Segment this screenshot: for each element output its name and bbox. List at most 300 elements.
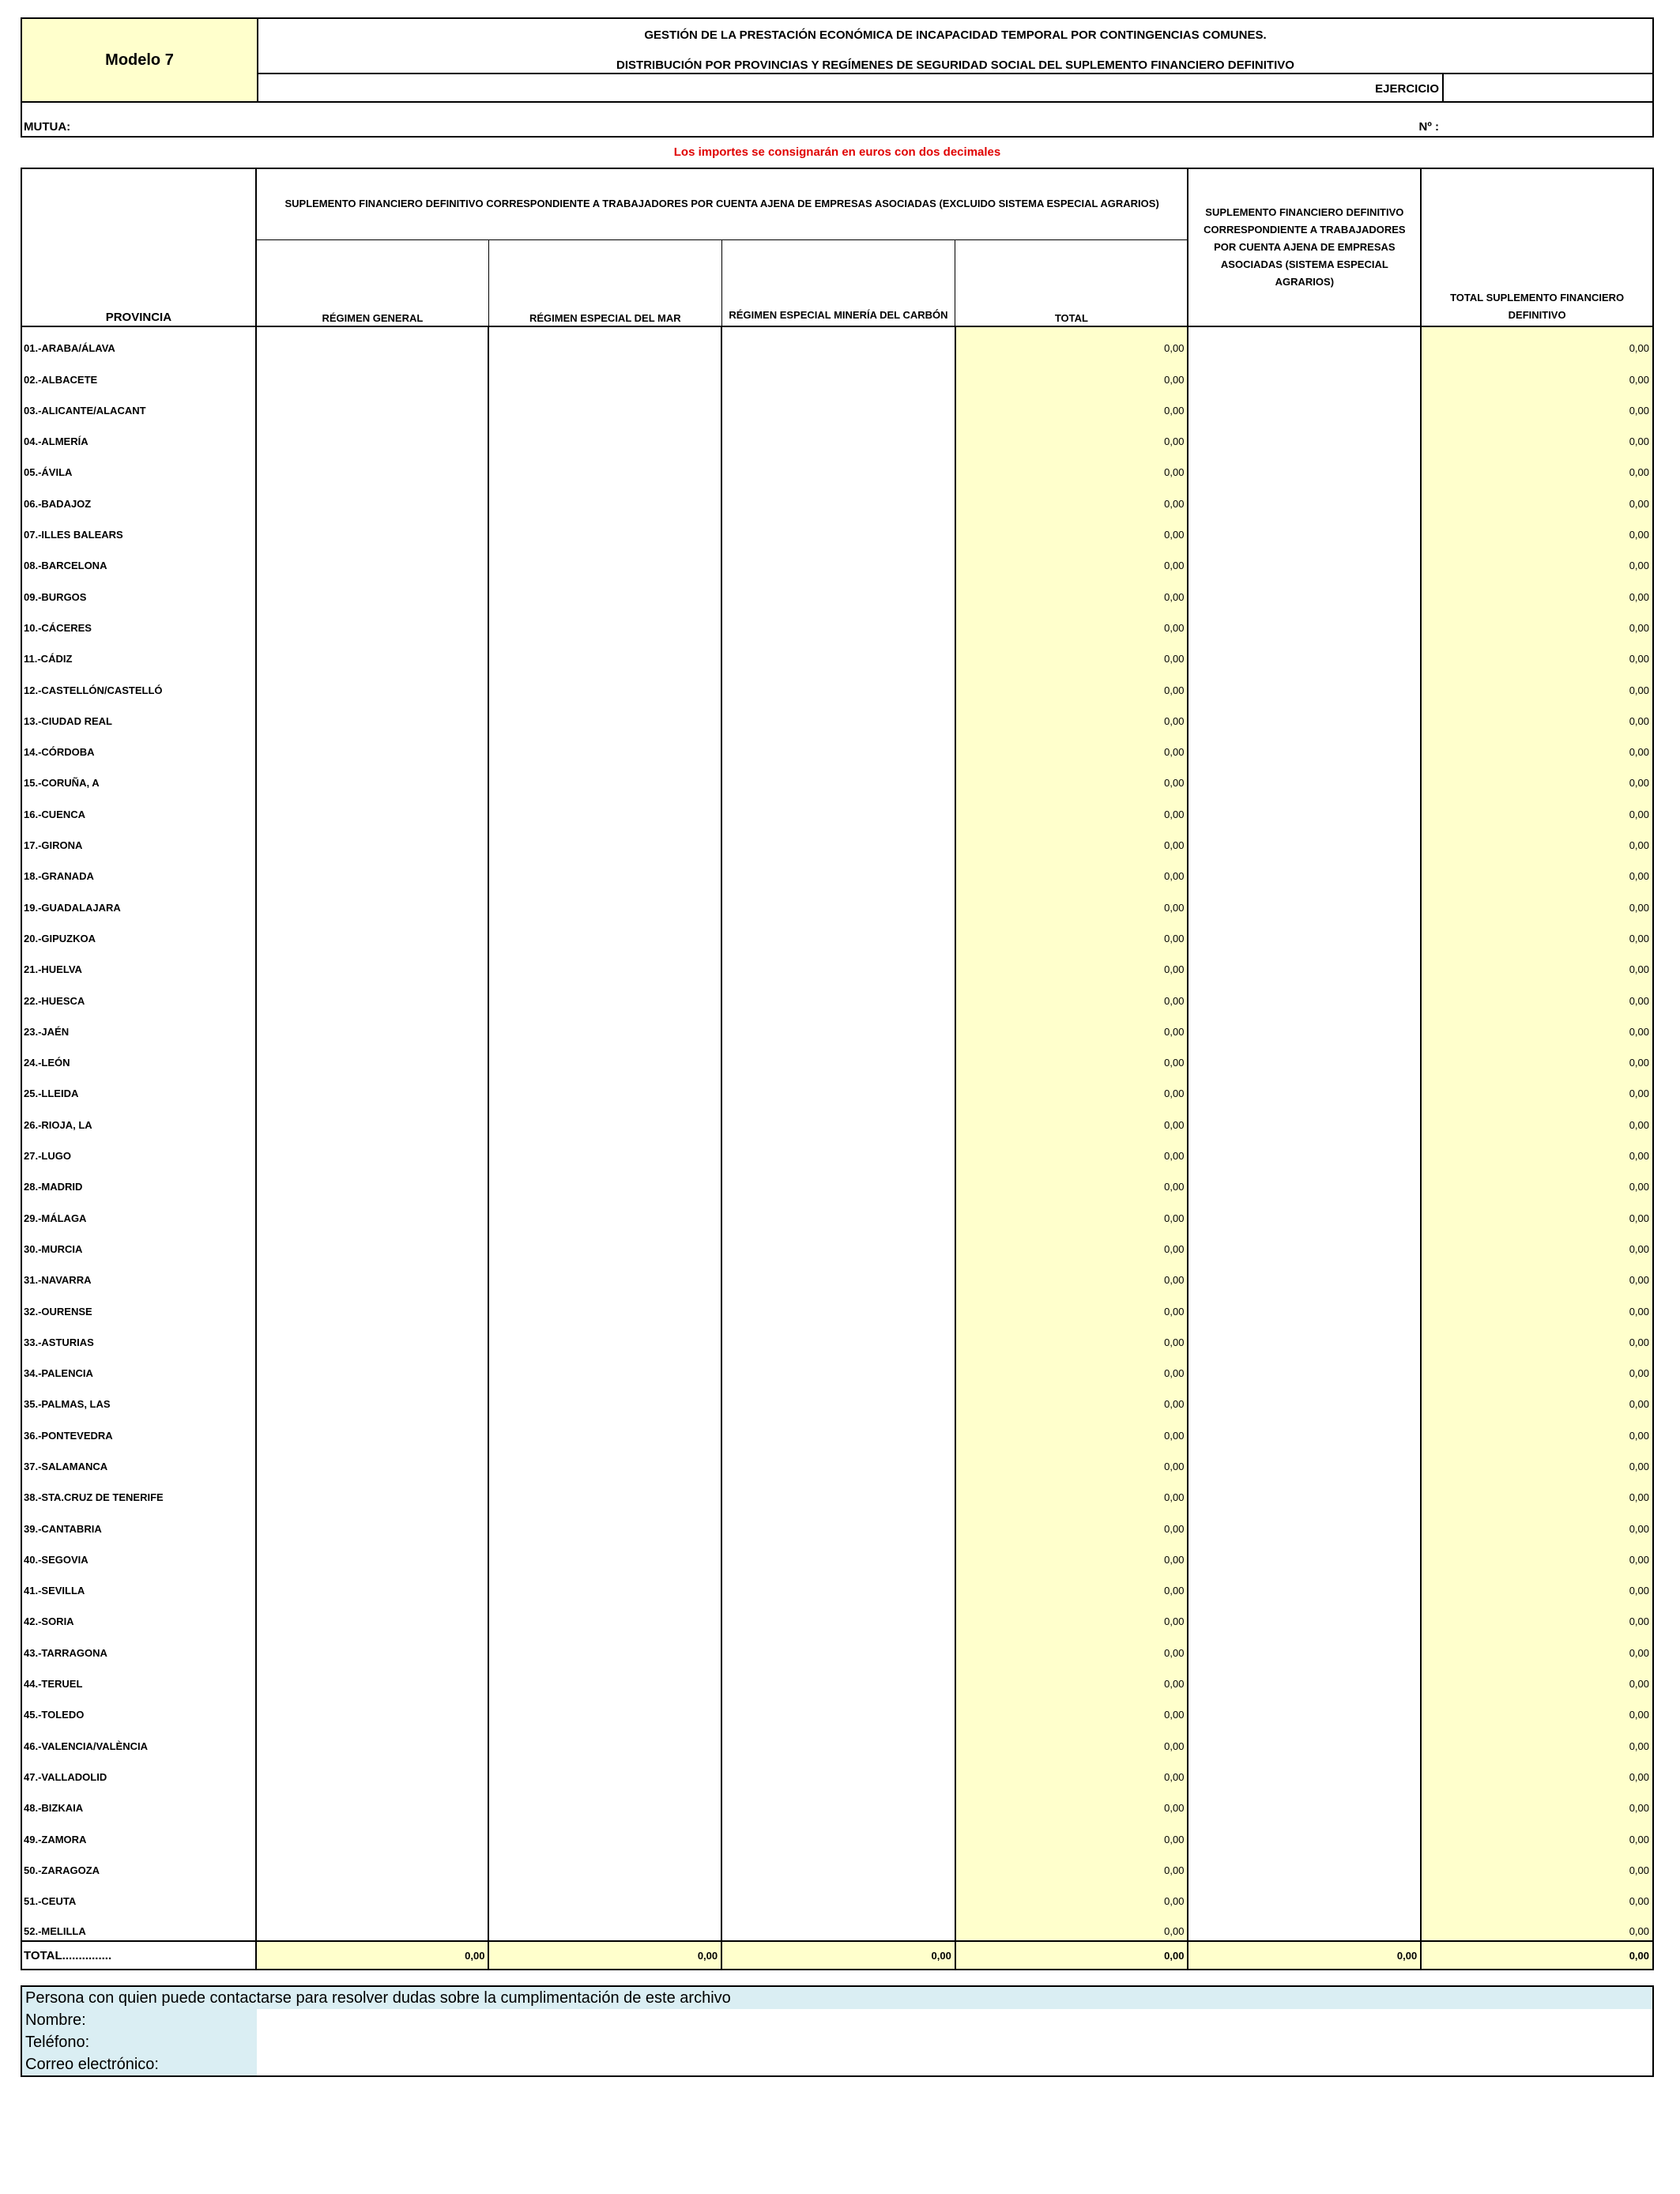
modelo-label: Modelo 7 — [22, 19, 258, 101]
regimen-general-cell[interactable] — [256, 1476, 489, 1506]
regimen-mineria-cell[interactable] — [721, 730, 955, 761]
regimen-mineria-cell[interactable] — [721, 450, 955, 481]
provinces-table — [21, 168, 1654, 1970]
regimen-mineria-cell[interactable] — [721, 1693, 955, 1724]
regimen-general-cell[interactable] — [256, 1849, 489, 1879]
regimen-general-cell[interactable] — [256, 1630, 489, 1661]
regimen-mineria-cell[interactable] — [721, 824, 955, 854]
provincia-cell: 39.-CANTABRIA — [21, 1506, 256, 1537]
provincia-cell: 14.-CÓRDOBA — [21, 730, 256, 761]
regimen-general-cell[interactable] — [256, 389, 489, 420]
regimen-general-cell[interactable] — [256, 1382, 489, 1413]
regimen-mar-cell[interactable] — [488, 1693, 721, 1724]
regimen-mar-cell[interactable] — [488, 1289, 721, 1320]
regimen-mineria-cell[interactable] — [721, 668, 955, 699]
regimen-mar-cell[interactable] — [488, 513, 721, 544]
regimen-mar-cell[interactable] — [488, 357, 721, 388]
regimen-general-cell[interactable] — [256, 575, 489, 605]
regimen-mineria-cell[interactable] — [721, 1849, 955, 1879]
agrarios-cell[interactable] — [1188, 1755, 1421, 1786]
agrarios-cell[interactable] — [1188, 978, 1421, 1009]
agrarios-cell[interactable] — [1188, 1849, 1421, 1879]
regimen-mar-cell[interactable] — [488, 699, 721, 730]
regimen-mar-cell[interactable] — [488, 1600, 721, 1630]
agrarios-cell[interactable] — [1188, 730, 1421, 761]
regimen-mineria-cell[interactable] — [721, 1538, 955, 1569]
agrarios-cell[interactable] — [1188, 1879, 1421, 1910]
total-suplemento-cell: 0,00 — [1421, 1351, 1653, 1382]
regimen-mar-cell[interactable] — [488, 1041, 721, 1072]
total-suplemento-cell: 0,00 — [1421, 1072, 1653, 1103]
regimen-mar-cell[interactable] — [488, 885, 721, 916]
contact-heading: Persona con quien puede contactarse para resolver dudas sobre la cumplimentación de este archivo — [22, 1987, 1652, 2009]
regimen-mar-cell[interactable] — [488, 761, 721, 792]
regimen-general-cell[interactable] — [256, 1538, 489, 1569]
total-suplemento-cell: 0,00 — [1421, 1196, 1653, 1227]
table-row — [21, 420, 1653, 450]
ejercicio-label: EJERCICIO — [1375, 82, 1439, 96]
regimen-general-cell[interactable] — [256, 1817, 489, 1848]
regimen-mineria-cell[interactable] — [721, 1072, 955, 1103]
agrarios-cell[interactable] — [1188, 885, 1421, 916]
agrarios-cell[interactable] — [1188, 450, 1421, 481]
table-row — [21, 1849, 1653, 1879]
regimen-general-cell[interactable] — [256, 948, 489, 978]
regimen-general-cell[interactable] — [256, 1693, 489, 1724]
regimen-mar-cell[interactable] — [488, 917, 721, 948]
regimen-mineria-cell[interactable] — [721, 1445, 955, 1476]
regimen-mar-cell[interactable] — [488, 1010, 721, 1041]
agrarios-cell[interactable] — [1188, 1413, 1421, 1444]
regimen-mineria-cell[interactable] — [721, 1010, 955, 1041]
regimen-general-cell[interactable] — [256, 1165, 489, 1196]
agrarios-cell[interactable] — [1188, 1289, 1421, 1320]
total-suplemento-cell: 0,00 — [1421, 1755, 1653, 1786]
agrarios-cell[interactable] — [1188, 1351, 1421, 1382]
regimen-general-cell[interactable] — [256, 1569, 489, 1600]
contact-correo-row[interactable] — [22, 2053, 1652, 2075]
agrarios-cell[interactable] — [1188, 699, 1421, 730]
regimen-mineria-cell[interactable] — [721, 948, 955, 978]
regimen-general-cell[interactable] — [256, 357, 489, 388]
regimen-mar-cell[interactable] — [488, 1506, 721, 1537]
table-row — [21, 885, 1653, 916]
regimen-general-cell[interactable] — [256, 792, 489, 823]
regimen-general-cell[interactable] — [256, 1600, 489, 1630]
table-row — [21, 1351, 1653, 1382]
regimen-mineria-cell[interactable] — [721, 1321, 955, 1351]
table-row — [21, 824, 1653, 854]
total-cell: 0,00 — [955, 420, 1188, 450]
regimen-mineria-cell[interactable] — [721, 854, 955, 885]
ejercicio-field[interactable] — [1442, 73, 1656, 101]
provincia-cell: 52.-MELILLA — [21, 1910, 256, 1941]
provincia-cell: 49.-ZAMORA — [21, 1817, 256, 1848]
form-title-line2: DISTRIBUCIÓN POR PROVINCIAS Y REGÍMENES DE SEGURIDAD SOCIAL DEL SUPLEMENTO FINANCIERO DEFINITIVO — [616, 58, 1294, 72]
regimen-general-cell[interactable] — [256, 761, 489, 792]
regimen-general-cell[interactable] — [256, 668, 489, 699]
regimen-mineria-cell[interactable] — [721, 481, 955, 512]
regimen-mineria-cell[interactable] — [721, 606, 955, 637]
regimen-mar-cell[interactable] — [488, 1258, 721, 1289]
regimen-mar-cell[interactable] — [488, 544, 721, 575]
regimen-mineria-cell[interactable] — [721, 1724, 955, 1755]
total-cell: 0,00 — [955, 668, 1188, 699]
regimen-mar-cell[interactable] — [488, 1538, 721, 1569]
agrarios-cell[interactable] — [1188, 1321, 1421, 1351]
provincia-cell: 29.-MÁLAGA — [21, 1196, 256, 1227]
regimen-general-cell[interactable] — [256, 1321, 489, 1351]
contact-telefono-row[interactable] — [22, 2031, 1652, 2053]
regimen-mar-cell[interactable] — [488, 730, 721, 761]
regimen-mineria-cell[interactable] — [721, 1506, 955, 1537]
table-row — [21, 575, 1653, 605]
agrarios-cell[interactable] — [1188, 1724, 1421, 1755]
total-suplemento-cell: 0,00 — [1421, 1382, 1653, 1413]
agrarios-cell[interactable] — [1188, 389, 1421, 420]
regimen-mar-cell[interactable] — [488, 854, 721, 885]
regimen-mineria-cell[interactable] — [721, 1476, 955, 1506]
agrarios-cell[interactable] — [1188, 1445, 1421, 1476]
regimen-mar-cell[interactable] — [488, 1724, 721, 1755]
regimen-mar-cell[interactable] — [488, 824, 721, 854]
regimen-mar-cell[interactable] — [488, 1321, 721, 1351]
regimen-mar-cell[interactable] — [488, 1227, 721, 1258]
table-row — [21, 699, 1653, 730]
regimen-mineria-cell[interactable] — [721, 1103, 955, 1133]
agrarios-cell[interactable] — [1188, 1476, 1421, 1506]
regimen-general-cell[interactable] — [256, 1010, 489, 1041]
total-suplemento-cell: 0,00 — [1421, 420, 1653, 450]
agrarios-cell[interactable] — [1188, 481, 1421, 512]
regimen-general-cell[interactable] — [256, 1258, 489, 1289]
regimen-general-cell[interactable] — [256, 1879, 489, 1910]
regimen-mar-cell[interactable] — [488, 792, 721, 823]
regimen-mineria-cell[interactable] — [721, 1817, 955, 1848]
total-suplemento-cell: 0,00 — [1421, 978, 1653, 1009]
regimen-mar-cell[interactable] — [488, 389, 721, 420]
regimen-general-cell[interactable] — [256, 513, 489, 544]
regimen-mineria-cell[interactable] — [721, 1165, 955, 1196]
total-suplemento-cell: 0,00 — [1421, 450, 1653, 481]
total-suplemento-cell: 0,00 — [1421, 544, 1653, 575]
regimen-mar-cell[interactable] — [488, 1755, 721, 1786]
agrarios-cell[interactable] — [1188, 1600, 1421, 1630]
regimen-general-cell[interactable] — [256, 917, 489, 948]
total-cell: 0,00 — [955, 917, 1188, 948]
totals-label: TOTAL............... — [21, 1941, 256, 1970]
agrarios-cell[interactable] — [1188, 513, 1421, 544]
regimen-general-cell[interactable] — [256, 450, 489, 481]
total-cell: 0,00 — [955, 1786, 1188, 1817]
agrarios-cell[interactable] — [1188, 668, 1421, 699]
form-title-line1: GESTIÓN DE LA PRESTACIÓN ECONÓMICA DE INCAPACIDAD TEMPORAL POR CONTINGENCIAS COMUNES. — [644, 28, 1267, 42]
agrarios-cell[interactable] — [1188, 1538, 1421, 1569]
regimen-mar-cell[interactable] — [488, 1662, 721, 1693]
regimen-mar-cell[interactable] — [488, 1382, 721, 1413]
total-cell: 0,00 — [955, 1600, 1188, 1630]
table-row — [21, 1227, 1653, 1258]
table-row — [21, 1413, 1653, 1444]
agrarios-cell[interactable] — [1188, 792, 1421, 823]
regimen-general-cell[interactable] — [256, 1786, 489, 1817]
regimen-general-cell[interactable] — [256, 1351, 489, 1382]
total-total-suplemento: 0,00 — [1421, 1941, 1653, 1970]
agrarios-cell[interactable] — [1188, 575, 1421, 605]
regimen-mineria-cell[interactable] — [721, 326, 955, 357]
regimen-general-cell[interactable] — [256, 1755, 489, 1786]
regimen-general-cell[interactable] — [256, 1506, 489, 1537]
regimen-general-cell[interactable] — [256, 1662, 489, 1693]
total-suplemento-cell: 0,00 — [1421, 1476, 1653, 1506]
regimen-general-cell[interactable] — [256, 1227, 489, 1258]
regimen-mar-cell[interactable] — [488, 978, 721, 1009]
total-cell: 0,00 — [955, 1630, 1188, 1661]
regimen-mineria-cell[interactable] — [721, 1258, 955, 1289]
regimen-mar-cell[interactable] — [488, 668, 721, 699]
regimen-mar-cell[interactable] — [488, 1165, 721, 1196]
agrarios-cell[interactable] — [1188, 1258, 1421, 1289]
regimen-mineria-cell[interactable] — [721, 513, 955, 544]
total-cell: 0,00 — [955, 1569, 1188, 1600]
regimen-mineria-cell[interactable] — [721, 389, 955, 420]
table-row — [21, 389, 1653, 420]
regimen-general-cell[interactable] — [256, 854, 489, 885]
agrarios-cell[interactable] — [1188, 1662, 1421, 1693]
decimal-notice: Los importes se consignarán en euros con dos decimales — [673, 145, 1001, 159]
agrarios-cell[interactable] — [1188, 761, 1421, 792]
regimen-mineria-cell[interactable] — [721, 1289, 955, 1320]
provincia-cell: 08.-BARCELONA — [21, 544, 256, 575]
regimen-mar-cell[interactable] — [488, 948, 721, 978]
regimen-general-cell[interactable] — [256, 1289, 489, 1320]
agrarios-cell[interactable] — [1188, 1010, 1421, 1041]
table-row — [21, 450, 1653, 481]
regimen-mar-cell[interactable] — [488, 1910, 721, 1941]
provincia-cell: 03.-ALICANTE/ALACANT — [21, 389, 256, 420]
agrarios-cell[interactable] — [1188, 420, 1421, 450]
regimen-mineria-cell[interactable] — [721, 1910, 955, 1941]
regimen-mineria-cell[interactable] — [721, 1382, 955, 1413]
agrarios-cell[interactable] — [1188, 1506, 1421, 1537]
total-suplemento-cell: 0,00 — [1421, 1506, 1653, 1537]
regimen-mar-cell[interactable] — [488, 1849, 721, 1879]
regimen-mineria-cell[interactable] — [721, 1041, 955, 1072]
regimen-mineria-cell[interactable] — [721, 1879, 955, 1910]
total-suplemento-cell: 0,00 — [1421, 1413, 1653, 1444]
provincia-cell: 51.-CEUTA — [21, 1879, 256, 1910]
form-header — [21, 17, 1654, 138]
table-row — [21, 1724, 1653, 1755]
regimen-general-cell[interactable] — [256, 1134, 489, 1165]
regimen-mineria-cell[interactable] — [721, 1196, 955, 1227]
total-cell: 0,00 — [955, 1289, 1188, 1320]
agrarios-cell[interactable] — [1188, 1786, 1421, 1817]
regimen-mineria-cell[interactable] — [721, 637, 955, 668]
table-row — [21, 1382, 1653, 1413]
agrarios-cell[interactable] — [1188, 606, 1421, 637]
total-total: 0,00 — [955, 1941, 1188, 1970]
regimen-general-cell[interactable] — [256, 978, 489, 1009]
regimen-mar-cell[interactable] — [488, 1413, 721, 1444]
regimen-mineria-cell[interactable] — [721, 761, 955, 792]
agrarios-cell[interactable] — [1188, 1196, 1421, 1227]
regimen-mar-cell[interactable] — [488, 1786, 721, 1817]
regimen-mineria-cell[interactable] — [721, 699, 955, 730]
provincia-cell: 46.-VALENCIA/VALÈNCIA — [21, 1724, 256, 1755]
mutua-label: MUTUA: — [24, 120, 71, 134]
agrarios-cell[interactable] — [1188, 1382, 1421, 1413]
agrarios-cell[interactable] — [1188, 1817, 1421, 1848]
table-row — [21, 1538, 1653, 1569]
agrarios-cell[interactable] — [1188, 1165, 1421, 1196]
regimen-mineria-cell[interactable] — [721, 544, 955, 575]
agrarios-cell[interactable] — [1188, 948, 1421, 978]
contact-correo-label: Correo electrónico: — [22, 2053, 257, 2075]
total-suplemento-cell: 0,00 — [1421, 1662, 1653, 1693]
regimen-general-cell[interactable] — [256, 326, 489, 357]
total-cell: 0,00 — [955, 699, 1188, 730]
provincia-cell: 07.-ILLES BALEARS — [21, 513, 256, 544]
agrarios-cell[interactable] — [1188, 1693, 1421, 1724]
agrarios-cell[interactable] — [1188, 854, 1421, 885]
contact-nombre-row[interactable] — [22, 2009, 1652, 2031]
regimen-general-cell[interactable] — [256, 1103, 489, 1133]
regimen-mineria-cell[interactable] — [721, 1227, 955, 1258]
total-cell: 0,00 — [955, 1849, 1188, 1879]
provincia-cell: 30.-MURCIA — [21, 1227, 256, 1258]
regimen-general-cell[interactable] — [256, 544, 489, 575]
regimen-mar-cell[interactable] — [488, 420, 721, 450]
regimen-mar-cell[interactable] — [488, 637, 721, 668]
agrarios-cell[interactable] — [1188, 357, 1421, 388]
regimen-mineria-cell[interactable] — [721, 885, 955, 916]
regimen-general-cell[interactable] — [256, 1445, 489, 1476]
total-cell: 0,00 — [955, 948, 1188, 978]
regimen-general-cell[interactable] — [256, 1910, 489, 1941]
regimen-mineria-cell[interactable] — [721, 917, 955, 948]
agrarios-cell[interactable] — [1188, 1227, 1421, 1258]
provincia-cell: 43.-TARRAGONA — [21, 1630, 256, 1661]
total-suplemento-cell: 0,00 — [1421, 481, 1653, 512]
total-cell: 0,00 — [955, 326, 1188, 357]
total-suplemento-cell: 0,00 — [1421, 357, 1653, 388]
regimen-general-cell[interactable] — [256, 730, 489, 761]
col-provincia: PROVINCIA — [21, 168, 256, 326]
regimen-mineria-cell[interactable] — [721, 1413, 955, 1444]
regimen-general-cell[interactable] — [256, 1196, 489, 1227]
table-row — [21, 1569, 1653, 1600]
regimen-mar-cell[interactable] — [488, 1476, 721, 1506]
regimen-mar-cell[interactable] — [488, 1817, 721, 1848]
agrarios-cell[interactable] — [1188, 326, 1421, 357]
agrarios-cell[interactable] — [1188, 1630, 1421, 1661]
regimen-general-cell[interactable] — [256, 420, 489, 450]
col-total: TOTAL — [955, 239, 1188, 326]
total-cell: 0,00 — [955, 1755, 1188, 1786]
regimen-mineria-cell[interactable] — [721, 1662, 955, 1693]
regimen-mineria-cell[interactable] — [721, 1630, 955, 1661]
regimen-mineria-cell[interactable] — [721, 1134, 955, 1165]
regimen-mineria-cell[interactable] — [721, 978, 955, 1009]
regimen-mineria-cell[interactable] — [721, 420, 955, 450]
regimen-mar-cell[interactable] — [488, 1351, 721, 1382]
agrarios-cell[interactable] — [1188, 824, 1421, 854]
agrarios-cell[interactable] — [1188, 1569, 1421, 1600]
regimen-general-cell[interactable] — [256, 637, 489, 668]
regimen-mar-cell[interactable] — [488, 1630, 721, 1661]
regimen-mineria-cell[interactable] — [721, 1569, 955, 1600]
regimen-general-cell[interactable] — [256, 1724, 489, 1755]
regimen-general-cell[interactable] — [256, 606, 489, 637]
regimen-mar-cell[interactable] — [488, 481, 721, 512]
regimen-mineria-cell[interactable] — [721, 1600, 955, 1630]
regimen-mar-cell[interactable] — [488, 1569, 721, 1600]
total-cell: 0,00 — [955, 1445, 1188, 1476]
agrarios-cell[interactable] — [1188, 917, 1421, 948]
regimen-mineria-cell[interactable] — [721, 1786, 955, 1817]
regimen-mar-cell[interactable] — [488, 1445, 721, 1476]
regimen-mar-cell[interactable] — [488, 1103, 721, 1133]
total-suplemento-cell: 0,00 — [1421, 1321, 1653, 1351]
regimen-mar-cell[interactable] — [488, 326, 721, 357]
contact-box — [21, 1985, 1654, 2077]
regimen-mineria-cell[interactable] — [721, 1351, 955, 1382]
regimen-general-cell[interactable] — [256, 1413, 489, 1444]
total-suplemento-cell: 0,00 — [1421, 1600, 1653, 1630]
regimen-mar-cell[interactable] — [488, 606, 721, 637]
total-suplemento-cell: 0,00 — [1421, 885, 1653, 916]
regimen-general-cell[interactable] — [256, 481, 489, 512]
agrarios-cell[interactable] — [1188, 1072, 1421, 1103]
total-cell: 0,00 — [955, 1476, 1188, 1506]
table-row — [21, 1910, 1653, 1941]
regimen-mineria-cell[interactable] — [721, 575, 955, 605]
provincia-cell: 25.-LLEIDA — [21, 1072, 256, 1103]
regimen-mar-cell[interactable] — [488, 575, 721, 605]
table-row — [21, 1817, 1653, 1848]
regimen-general-cell[interactable] — [256, 824, 489, 854]
regimen-general-cell[interactable] — [256, 1072, 489, 1103]
agrarios-cell[interactable] — [1188, 1103, 1421, 1133]
provincia-cell: 24.-LEÓN — [21, 1041, 256, 1072]
total-cell: 0,00 — [955, 885, 1188, 916]
table-row — [21, 948, 1653, 978]
total-suplemento-cell: 0,00 — [1421, 699, 1653, 730]
table-row — [21, 1321, 1653, 1351]
agrarios-cell[interactable] — [1188, 637, 1421, 668]
agrarios-cell[interactable] — [1188, 544, 1421, 575]
table-row — [21, 544, 1653, 575]
regimen-mineria-cell[interactable] — [721, 792, 955, 823]
total-cell: 0,00 — [955, 1165, 1188, 1196]
regimen-general-cell[interactable] — [256, 885, 489, 916]
regimen-mineria-cell[interactable] — [721, 1755, 955, 1786]
regimen-mar-cell[interactable] — [488, 1879, 721, 1910]
total-suplemento-cell: 0,00 — [1421, 917, 1653, 948]
regimen-general-cell[interactable] — [256, 699, 489, 730]
total-suplemento-cell: 0,00 — [1421, 389, 1653, 420]
agrarios-cell[interactable] — [1188, 1910, 1421, 1941]
regimen-mar-cell[interactable] — [488, 1072, 721, 1103]
regimen-mar-cell[interactable] — [488, 1134, 721, 1165]
agrarios-cell[interactable] — [1188, 1134, 1421, 1165]
regimen-mineria-cell[interactable] — [721, 357, 955, 388]
agrarios-cell[interactable] — [1188, 1041, 1421, 1072]
regimen-general-cell[interactable] — [256, 1041, 489, 1072]
regimen-mar-cell[interactable] — [488, 450, 721, 481]
regimen-mar-cell[interactable] — [488, 1196, 721, 1227]
